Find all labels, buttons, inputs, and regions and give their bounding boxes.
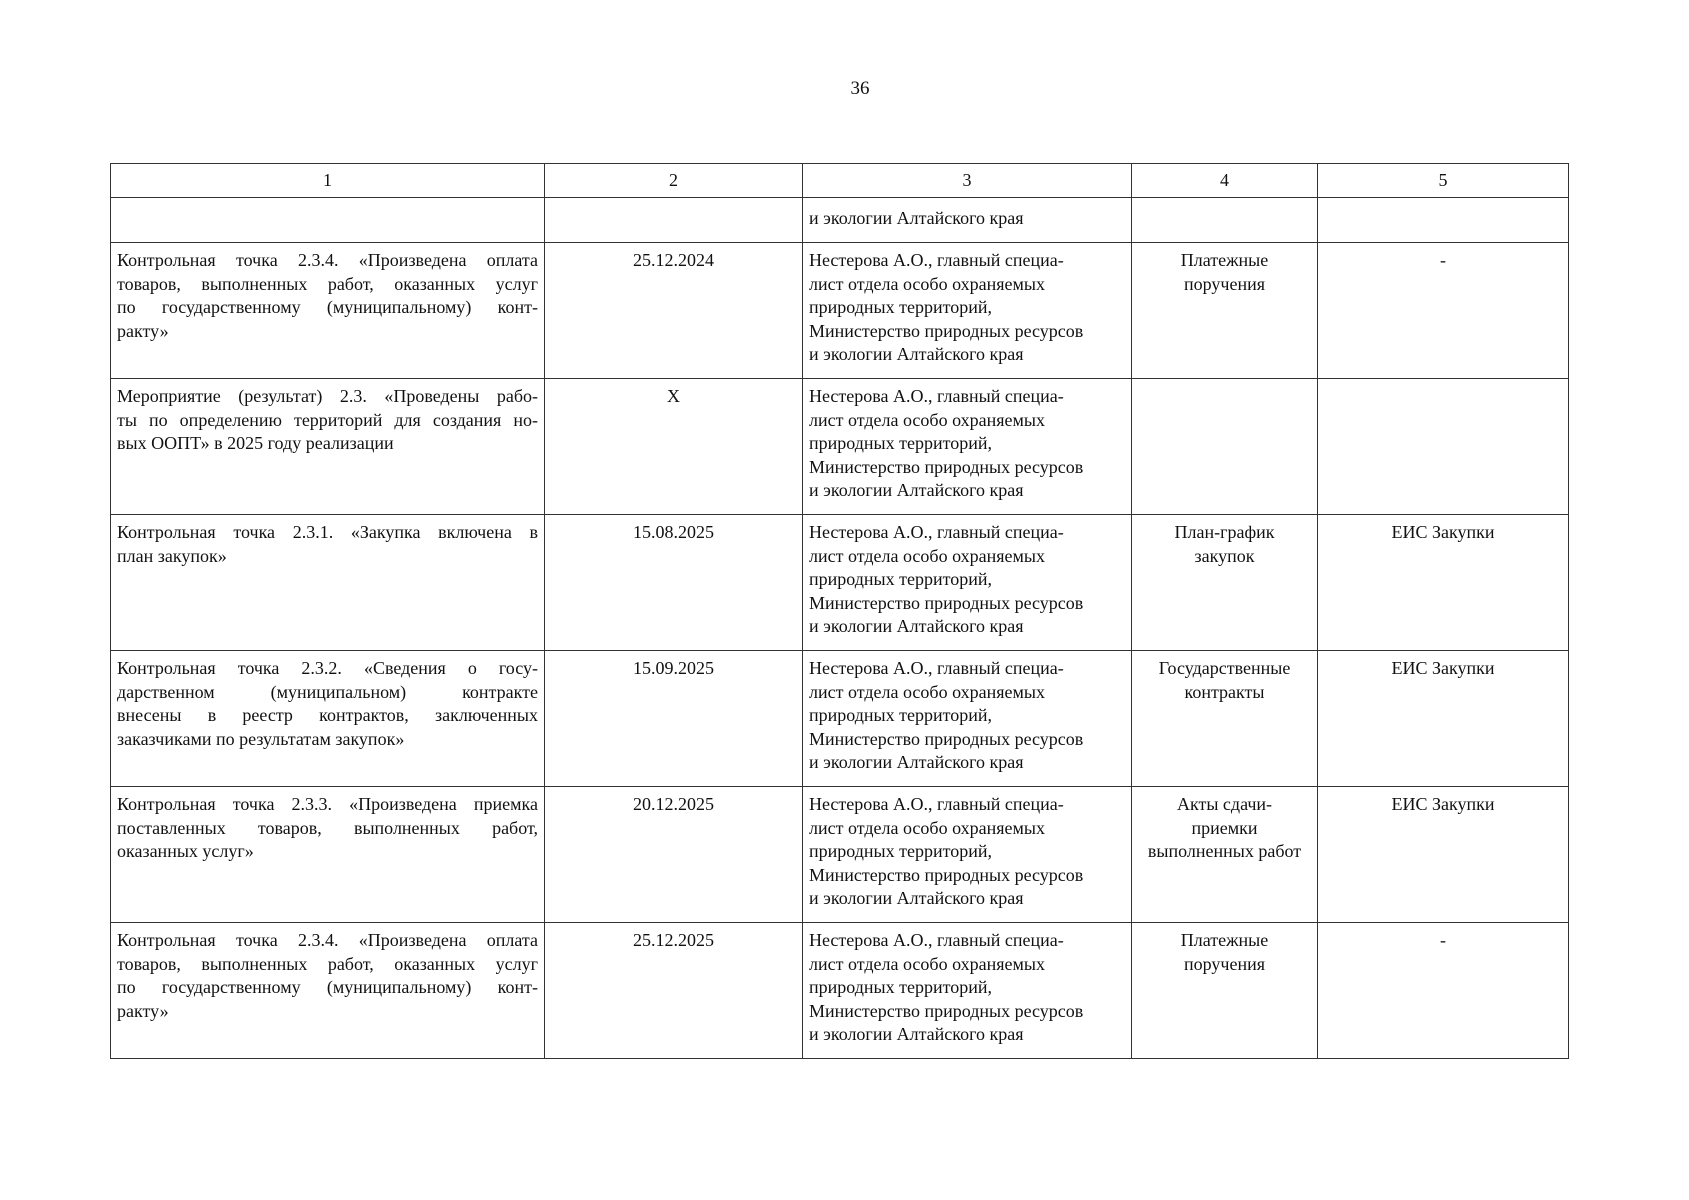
responsible-line: и экологии Алтайского края xyxy=(809,1024,1024,1044)
information-system-cell: ЕИС Закупки xyxy=(1318,515,1569,651)
responsible-line: лист отдела особо охраняемых xyxy=(809,273,1046,294)
page-number: 36 xyxy=(850,78,870,99)
responsible-line: природных территорий, xyxy=(809,297,993,317)
table-row xyxy=(111,651,1569,787)
information-system-cell: ЕИС Закупки xyxy=(1318,651,1569,787)
document-type-line: Платежные xyxy=(1180,250,1269,270)
plan-table xyxy=(110,163,1569,1059)
activity-description-line: по государственному (муниципальному) конт- xyxy=(117,297,538,317)
responsible-line: лист отдела особо охраняемых xyxy=(809,817,1046,838)
document-type-line: поручения xyxy=(1184,953,1265,974)
header-cell-5: 5 xyxy=(1318,164,1569,198)
responsible-line: Министерство природных ресурсов xyxy=(809,320,1084,341)
responsible-line: Нестерова А.О., главный специа- xyxy=(809,794,1064,814)
responsible-line: Нестерова А.О., главный специа- xyxy=(809,386,1064,406)
responsible-line: и экологии Алтайского края xyxy=(809,480,1024,500)
responsible-line: природных территорий, xyxy=(809,977,993,997)
activity-description-line: Контрольная точка 2.3.4. «Произведена оплата xyxy=(117,250,538,270)
continuation-row xyxy=(111,198,1569,243)
information-system-cell xyxy=(1318,379,1569,515)
activity-description-line: Контрольная точка 2.3.2. «Сведения о госу- xyxy=(117,658,538,678)
activity-description-line: внесены в реестр контрактов, заключенных xyxy=(117,705,538,725)
continuation-cell-5 xyxy=(1318,198,1569,243)
activity-description-line: заказчиками по результатам закупок» xyxy=(117,728,405,749)
date-cell: 15.09.2025 xyxy=(545,651,803,787)
responsible-line: Министерство природных ресурсов xyxy=(809,592,1084,613)
responsible-line: и экологии Алтайского края xyxy=(809,344,1024,364)
responsible-line: и экологии Алтайского края xyxy=(809,616,1024,636)
responsible-cell xyxy=(803,923,1132,1059)
document-type-line: Акты сдачи- xyxy=(1176,794,1273,814)
document-type-line: выполненных работ xyxy=(1147,841,1302,861)
activity-description-line: товаров, выполненных работ, оказанных услуг xyxy=(117,953,538,974)
activity-description-line: план закупок» xyxy=(117,545,227,566)
activity-description-cell xyxy=(111,787,545,923)
document-type-line: Платежные xyxy=(1180,930,1269,950)
information-system-cell: - xyxy=(1318,243,1569,379)
activity-description-line: вых ООПТ» в 2025 году реализации xyxy=(117,433,394,453)
responsible-cell xyxy=(803,379,1132,515)
date-cell: 25.12.2024 xyxy=(545,243,803,379)
responsible-cell xyxy=(803,651,1132,787)
responsible-line: Нестерова А.О., главный специа- xyxy=(809,250,1064,270)
activity-description-line: Контрольная точка 2.3.3. «Произведена приемка xyxy=(117,794,538,814)
activity-description-line: поставленных товаров, выполненных работ, xyxy=(117,817,538,838)
activity-description-cell xyxy=(111,379,545,515)
document-type-line: приемки xyxy=(1191,817,1258,838)
table-row xyxy=(111,923,1569,1059)
information-system-cell: ЕИС Закупки xyxy=(1318,787,1569,923)
responsible-line: природных территорий, xyxy=(809,705,993,725)
information-system-cell: - xyxy=(1318,923,1569,1059)
activity-description-line: ракту» xyxy=(117,1000,169,1021)
responsible-line: и экологии Алтайского края xyxy=(809,888,1024,908)
header-cell-2: 2 xyxy=(545,164,803,198)
date-cell: 20.12.2025 xyxy=(545,787,803,923)
responsible-cell xyxy=(803,787,1132,923)
responsible-line: Министерство природных ресурсов xyxy=(809,864,1084,885)
continuation-cell-1 xyxy=(111,198,545,243)
document-type-line: поручения xyxy=(1184,273,1265,294)
document-type-line: контракты xyxy=(1184,681,1265,702)
activity-description-line: Контрольная точка 2.3.1. «Закупка включена в xyxy=(117,522,538,542)
table-row xyxy=(111,515,1569,651)
responsible-line: Нестерова А.О., главный специа- xyxy=(809,658,1064,678)
continuation-cell-4 xyxy=(1132,198,1318,243)
document-type-cell xyxy=(1132,379,1318,515)
date-cell: 15.08.2025 xyxy=(545,515,803,651)
activity-description-line: товаров, выполненных работ, оказанных услуг xyxy=(117,273,538,294)
document-type-cell xyxy=(1132,923,1318,1059)
continuation-cell-3: и экологии Алтайского края xyxy=(803,198,1132,243)
responsible-line: Нестерова А.О., главный специа- xyxy=(809,930,1064,950)
table-row xyxy=(111,787,1569,923)
responsible-line: и экологии Алтайского края xyxy=(809,752,1024,772)
table-row xyxy=(111,243,1569,379)
responsible-line: лист отдела особо охраняемых xyxy=(809,545,1046,566)
document-type-cell xyxy=(1132,651,1318,787)
activity-description-line: Мероприятие (результат) 2.3. «Проведены рабо- xyxy=(117,386,538,406)
responsible-line: лист отдела особо охраняемых xyxy=(809,953,1046,974)
responsible-line: природных территорий, xyxy=(809,569,993,589)
activity-description-line: ты по определению территорий для создания но- xyxy=(117,409,538,430)
activity-description-cell xyxy=(111,243,545,379)
activity-description-line: по государственному (муниципальному) конт- xyxy=(117,977,538,997)
responsible-line: Нестерова А.О., главный специа- xyxy=(809,522,1064,542)
activity-description-cell xyxy=(111,515,545,651)
continuation-cell-2 xyxy=(545,198,803,243)
responsible-line: лист отдела особо охраняемых xyxy=(809,409,1046,430)
header-cell-4: 4 xyxy=(1132,164,1318,198)
header-cell-3: 3 xyxy=(803,164,1132,198)
date-cell: 25.12.2025 xyxy=(545,923,803,1059)
document-type-line: закупок xyxy=(1194,545,1255,566)
document-type-cell xyxy=(1132,787,1318,923)
responsible-cell xyxy=(803,515,1132,651)
responsible-line: Министерство природных ресурсов xyxy=(809,728,1084,749)
table-row xyxy=(111,379,1569,515)
activity-description-line: ракту» xyxy=(117,320,169,341)
header-cell-1: 1 xyxy=(111,164,545,198)
responsible-line: природных территорий, xyxy=(809,841,993,861)
activity-description-cell xyxy=(111,651,545,787)
document-type-cell xyxy=(1132,243,1318,379)
table-header-row xyxy=(111,164,1569,198)
responsible-line: природных территорий, xyxy=(809,433,993,453)
responsible-cell xyxy=(803,243,1132,379)
activity-description-line: Контрольная точка 2.3.4. «Произведена оплата xyxy=(117,930,538,950)
activity-description-cell xyxy=(111,923,545,1059)
activity-description-line: оказанных услуг» xyxy=(117,841,254,861)
responsible-line: Министерство природных ресурсов xyxy=(809,456,1084,477)
document-type-line: Государственные xyxy=(1158,658,1291,678)
responsible-line: лист отдела особо охраняемых xyxy=(809,681,1046,702)
document-type-cell xyxy=(1132,515,1318,651)
document-type-line: План-график xyxy=(1174,522,1275,542)
responsible-line: Министерство природных ресурсов xyxy=(809,1000,1084,1021)
activity-description-line: дарственном (муниципальном) контракте xyxy=(117,681,538,702)
date-cell: Х xyxy=(545,379,803,515)
